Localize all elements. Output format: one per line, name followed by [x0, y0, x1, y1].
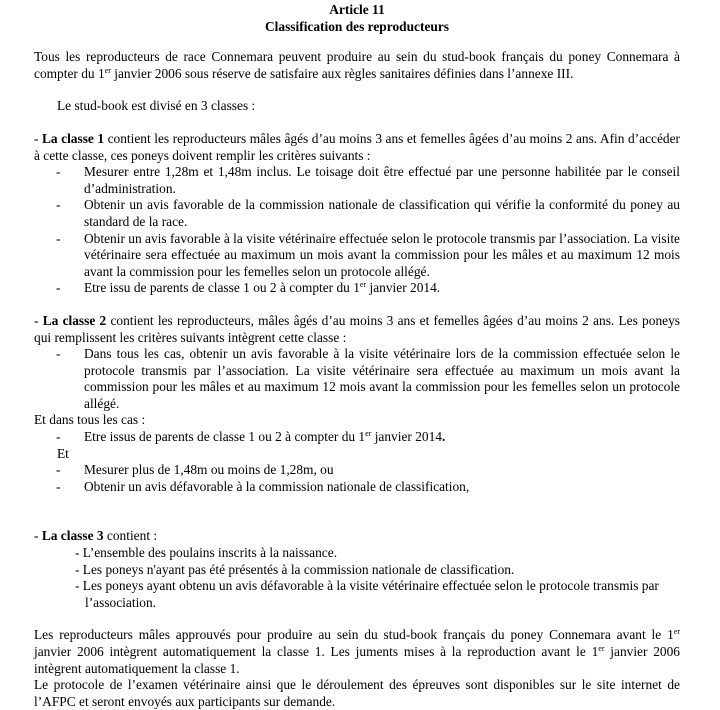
article-heading: Classification des reproducteurs: [265, 18, 449, 34]
dash-prefix: -: [34, 130, 42, 146]
list-item-text: janvier 2014.: [366, 280, 441, 296]
intro-text-b: janvier 2006 sous réserve de satisfaire aux règles sanitaires définies dans l’annexe III.: [110, 65, 574, 81]
list-item: [34, 479, 680, 496]
classe2-and-all-cases: Et dans tous les cas :: [34, 412, 146, 428]
list-item-text: Mesurer entre 1,28m et 1,48m inclus. Le toisage doit être effectué par une personne habilitée par le conseil d’administration.: [84, 164, 680, 196]
dash-bullet: -: [56, 280, 61, 296]
dash-bullet: -: [56, 478, 61, 494]
document-page: [34, 2, 680, 710]
classe1-text: contient les reproducteurs mâles âgés d’au moins 3 ans et femelles âgées d’au moins 2 ans. Afin d’accéder à cette classe, ces poneys doivent remplir les critères suivants :: [34, 130, 681, 163]
intro-paragraph: [34, 49, 680, 82]
list-item: [34, 231, 680, 281]
classe2-text: contient les reproducteurs, mâles âgés d’au moins 3 ans et femelles âgées d’au moins 2 ans. Les poneys qui remplissent les critères suivants intègrent cette classe :: [34, 312, 680, 345]
list-item: [34, 280, 680, 297]
dash-bullet: -: [56, 346, 61, 362]
list-item: [34, 197, 680, 230]
list-item-text: Dans tous les cas, obtenir un avis favorable à la visite vétérinaire lors de la commission effectuée selon le protocole transmis par l’association. La visite vétérinaire sera effectuée au maximum un mois avant la commission pour les mâles et au maximum 12 mois avant la commission pour les femelles selon un protocole allégé.: [84, 346, 680, 411]
superscript: er: [598, 644, 605, 653]
dash-prefix: -: [34, 312, 43, 328]
classe2-paragraph: [34, 313, 680, 346]
list-item: [34, 346, 680, 412]
classe3-label: La classe 3: [41, 528, 104, 544]
intro-text-a: Tous les reproducteurs de race Connemara peuvent produire au sein du stud-book français du poney Connemara à compter du 1: [34, 49, 680, 81]
closing-text-c: janvier 2006 intègrent automatiquement la classe 1.: [34, 644, 681, 676]
dash-bullet: -: [56, 462, 61, 478]
list-item: [34, 462, 680, 479]
list-item-text: janvier 2014: [371, 429, 442, 445]
classe2-label: La classe 2: [42, 312, 107, 328]
list-item-text: Mesurer plus de 1,48m ou moins de 1,28m, ou: [84, 462, 334, 478]
dash-prefix: -: [34, 528, 42, 544]
classe3-list: [34, 545, 680, 611]
superscript: er: [104, 65, 111, 75]
closing-paragraph: [34, 627, 680, 677]
dash-bullet: -: [56, 164, 61, 180]
list-item-text: Obtenir un avis favorable de la commission nationale de classification qui vérifie la conformité du poney au standard de la race.: [84, 197, 680, 229]
list-item-text: Obtenir un avis défavorable à la commission nationale de classification,: [84, 478, 470, 494]
classe2-criteria-list: [34, 346, 680, 412]
classe3-text: contient :: [103, 528, 158, 544]
list-item-text: Obtenir un avis favorable à la visite vétérinaire effectuée selon le protocole transmis par l’association. La visite vétérinaire sera effectuée au maximum un mois avant la commission pour les mâles et au maximum 12 mois avant la commission pour les femelles selon un protocole allégé.: [84, 230, 680, 279]
list-item: - Les poneys n'ayant pas été présentés à la commission nationale de classification.: [75, 561, 515, 577]
superscript: er: [673, 627, 680, 637]
classe2-et: Et: [57, 445, 69, 461]
classe3-paragraph: [34, 528, 680, 545]
list-item: - Les poneys ayant obtenu un avis défavorable à la visite vétérinaire effectuée selon le protocole transmis par l’association.: [75, 578, 659, 610]
superscript: er: [359, 280, 367, 290]
superscript: er: [365, 429, 372, 439]
classe2-size-list: [34, 462, 680, 495]
list-item: [34, 429, 680, 446]
list-item: [34, 164, 680, 197]
closing-text-b: janvier 2006 intègrent automatiquement la classe 1. Les juments mises à la reproduction avant le 1: [34, 644, 599, 659]
closing-text-a: Les reproducteurs mâles approuvés pour produire au sein du stud-book français du poney Connemara avant le 1: [34, 627, 674, 643]
classe1-criteria-list: [34, 164, 680, 297]
dash-bullet: -: [56, 230, 61, 246]
list-item-text: Etre issus de parents de classe 1 ou 2 à compter du 1: [84, 429, 366, 445]
protocol-paragraph: Le protocole de l’examen vétérinaire ainsi que le déroulement des épreuves sont disponibles sur le site internet de l’AFPC et seront envoyés aux participants sur demande.: [34, 677, 680, 709]
classe2-parents-list: [34, 429, 680, 446]
classe1-label: La classe 1: [41, 130, 105, 146]
classes-intro: Le stud-book est divisé en 3 classes :: [57, 98, 256, 114]
bold-period: .: [442, 429, 446, 445]
list-item: - L’ensemble des poulains inscrits à la naissance.: [75, 545, 338, 561]
dash-bullet: -: [56, 429, 61, 445]
list-item-text: Etre issu de parents de classe 1 ou 2 à compter du 1: [84, 280, 360, 296]
classe1-paragraph: [34, 131, 680, 164]
dash-bullet: -: [56, 197, 61, 213]
article-number: Article 11: [329, 2, 385, 17]
